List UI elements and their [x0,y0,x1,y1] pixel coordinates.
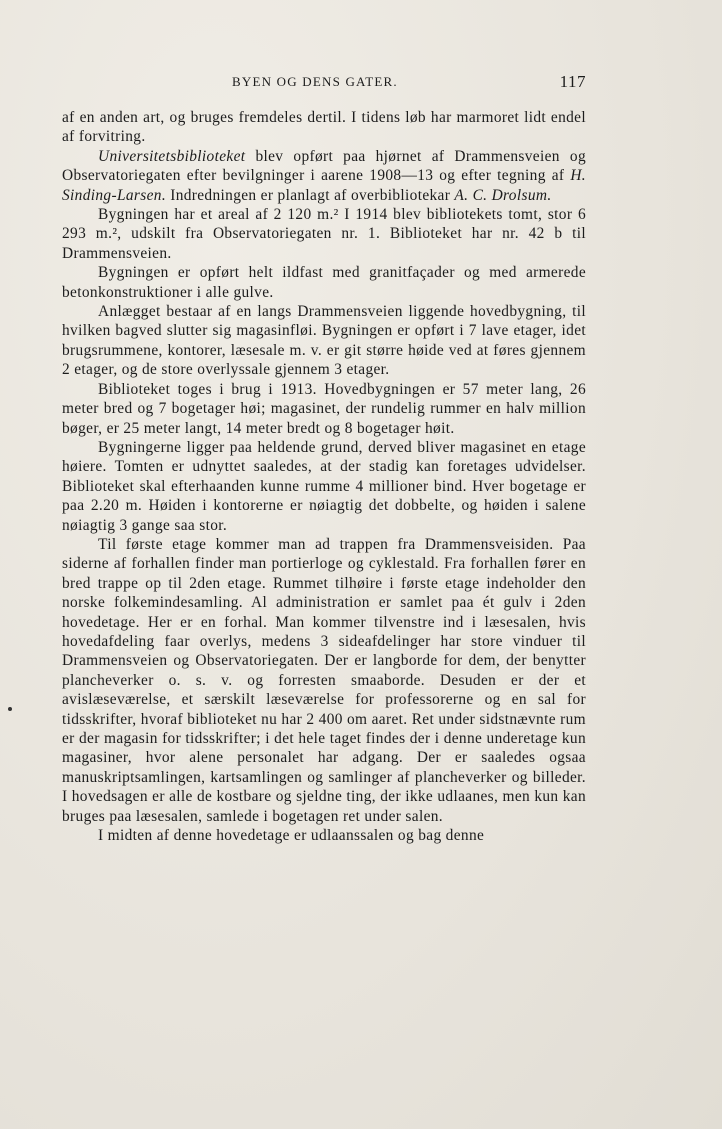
paragraph [62,302,586,380]
text-run: Bygningerne ligger paa heldende grund, derved bliver magasinet en etage høiere. Tomten er udnyttet saaledes, at der stadig kan foretages udvidelser. Biblioteket skal efterhaanden kunne rumme 4 millioner bind. Hver bogetage er paa 2.20 m. Høiden i kontorerne er nøiagtig det dobbelte, og høiden i salene nøiagtig 3 gange saa stor. [62,438,586,534]
margin-dot-mark [8,707,12,711]
page-number: 117 [559,72,586,91]
text-run: Bygningen er opført helt ildfast med granitfaçader og med armerede betonkonstruktioner i alle gulve. [62,264,586,301]
paragraph [62,205,586,263]
body-text [62,108,586,845]
text-run: blev opført paa hjørnet af Drammensveien og Observatoriegaten efter bevilgninger i aarene 1908—13 og efter tegning af [62,147,586,185]
paragraph [62,147,586,205]
text-run: Bygningen har et areal af 2 120 m.² I 1914 blev bibliotekets tomt, stor 6 293 m.², udskilt fra Observatoriegaten nr. 1. Biblioteket har nr. 42 b til Drammensveien. [62,206,586,262]
paragraph [62,438,586,535]
text-run: Anlægget bestaar af en langs Drammensveien liggende hovedbygning, til hvilken bagved slutter sig magasinfløi. Bygningen er opført i 7 lave etager, idet brugsrummene, kontorer, læsesale m. v. er git større høide ved at føres gjennem 2 etager, og de store overlyssale gjennem 3 etager. [62,303,586,379]
paragraph [62,380,586,438]
text-run: af en anden art, og bruges fremdeles dertil. I tidens løb har marmoret lidt endel af forvitring. [62,109,586,146]
paragraph [62,263,586,302]
paragraph [62,826,586,845]
text-run: Til første etage kommer man ad trappen fra Drammensveisiden. Paa siderne af forhallen finder man portierloge og cyklestald. Fra forhallen fører en bred trappe op til 2den etage. Rummet tilhøire i første etage indeholder den norske folkemindesamling. Al administration er samlet paa ét gulv i 2den hovedetage. Her er en forhal. Man kommer tilvenstre ind i læsesalen, hvis hovedafdeling faar overlys, medens 3 sideafdelinger har store vinduer til Drammensveien og Observatoriegaten. Der er langborde for dem, der benytter plancheverker o. s. v. og forresten smaaborde. Desuden er der et avislæseværelse, et særskilt læseværelse for professorerne og en sal for tidsskrifter, hvoraf biblioteket nu har 2 400 om aaret. Ret under sidstnævnte rum er der magasin for tidsskrifter; i det hele taget findes der i denne underetage kun magasiner, hvor alene personalet har adgang. Der er saaledes ogsaa manuskriptsamlingen, kartsamlingen og samlinger af plancheverker og billeder. I hovedsagen er alle de kostbare og sjeldne ting, der ikke udlaanes, men kun kan bruges paa læsesalen, samlede i bogetagen ret under salen. [62,535,586,825]
italic-text: H. Sinding-Larsen. [62,167,586,204]
text-run: Biblioteket toges i brug i 1913. Hovedbygningen er 57 meter lang, 26 meter bred og 7 bogetager høi; magasinet, der rundelig rummer en halv million bøger, er 25 meter langt, 14 meter bredt og 8 bogetager høit. [62,380,586,437]
page-header [62,72,586,94]
paragraph [62,108,586,147]
text-run: Indredningen er planlagt af overbibliotekar [166,186,455,204]
paragraph [62,535,586,826]
italic-text: Universitetsbiblioteket [98,147,246,165]
italic-text: A. C. Drolsum. [454,186,552,204]
book-page [62,72,586,845]
running-title: BYEN OG DENS GATER. [232,74,398,89]
text-run: I midten af denne hovedetage er udlaanssalen og bag denne [98,827,485,845]
